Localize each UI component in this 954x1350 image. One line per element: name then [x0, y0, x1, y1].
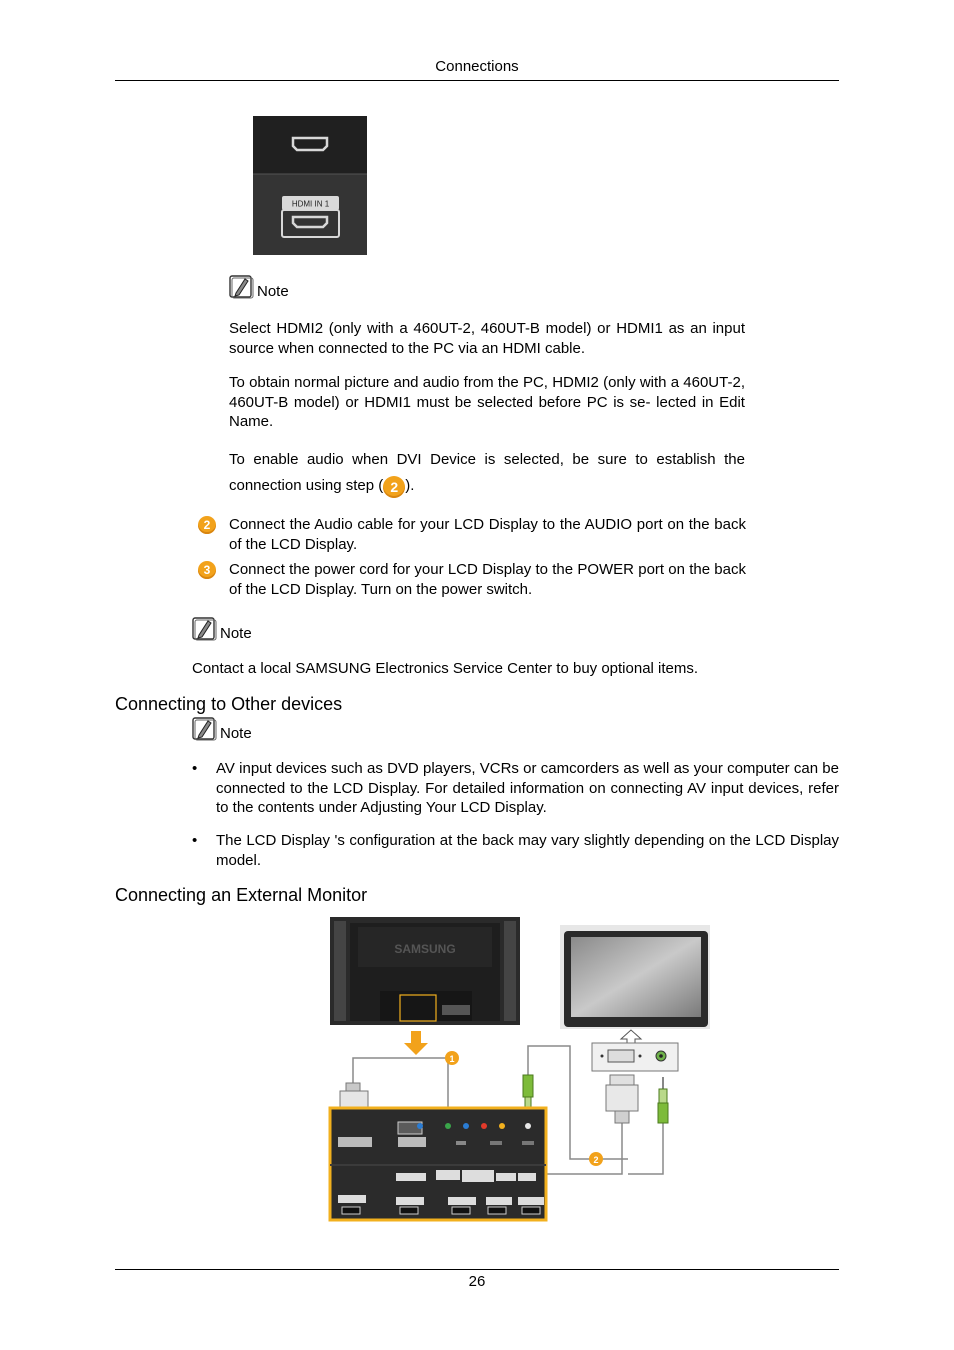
ui-term: HDMI2 — [276, 320, 324, 337]
paragraph-text: . — [269, 413, 274, 430]
note-label: Note — [257, 283, 289, 300]
note-block-2 — [192, 617, 252, 641]
list-item — [192, 831, 839, 870]
ui-term: PC — [586, 393, 608, 411]
note1-paragraph-2 — [229, 373, 745, 432]
lcd-connector-panel — [330, 1108, 546, 1220]
note1-p3-text-a: To enable audio when — [229, 451, 397, 468]
lcd-display-back — [330, 917, 520, 1025]
ui-term: HDMI1 — [364, 393, 411, 411]
section-heading-external-monitor: Connecting an External Monitor — [115, 885, 368, 905]
step-2-badge-icon: 2 — [198, 516, 216, 534]
header-rule — [115, 80, 839, 81]
callout-1-icon — [445, 1051, 459, 1065]
ui-term: Edit Name — [229, 393, 745, 430]
brand-logo: SAMSUNG — [394, 942, 456, 956]
step-2-text: Connect the Audio cable for your LCD Display to the AUDIO port on the back of the LCD Display. — [229, 516, 746, 553]
footer-rule — [115, 1269, 839, 1270]
monitor-audio-plug-icon — [658, 1077, 668, 1123]
note-block-1 — [229, 275, 289, 299]
monitor-dvi-plug-icon — [606, 1075, 638, 1123]
note-icon — [192, 717, 217, 741]
paragraph-text: To obtain normal picture and audio from the PC, — [229, 374, 553, 391]
step-3-text: Connect the power cord for your LCD Display to the POWER port on the back of the LCD Display. Turn on the power switch. — [229, 561, 746, 598]
ui-term: HDMI2 — [552, 374, 599, 391]
step-2-inline-icon: 2 — [383, 476, 405, 498]
note-label: Note — [220, 625, 252, 642]
callout-2-icon — [589, 1152, 603, 1166]
step-3-badge-icon: 3 — [198, 561, 216, 579]
bullet-icon: • — [192, 760, 198, 777]
note1-paragraph-3 — [229, 447, 745, 499]
arrow-down-icon — [404, 1031, 428, 1055]
note1-p3-dvi-device: DVI Device — [396, 451, 476, 468]
hdmi-port-photo — [253, 116, 367, 255]
page-number: 26 — [468, 1273, 486, 1290]
bullet-text: The LCD Display 's configuration at the back may vary slightly depending on the LCD Display model. — [216, 832, 839, 869]
paragraph-text: (only with a 460UT-2, 460UT-B model) or — [229, 374, 745, 411]
note-icon — [229, 275, 254, 299]
note1-p3-text-c: ). — [405, 477, 415, 494]
hdmi-port-illustration — [253, 116, 367, 255]
list-item — [192, 759, 839, 818]
paragraph-text: is se- lected in — [607, 393, 720, 411]
svg-text:2: 2 — [593, 1155, 599, 1165]
paragraph-text: Select — [229, 320, 277, 337]
step-item-2 — [198, 515, 746, 554]
paragraph-text: must be selected before — [410, 393, 587, 411]
external-monitor — [560, 925, 710, 1029]
ui-term: HDMI1 — [616, 320, 663, 337]
step-item-3 — [198, 560, 746, 599]
note-icon — [192, 617, 217, 641]
hdmi-port-label: HDMI IN 1 — [291, 199, 330, 209]
external-monitor-connection-diagram — [328, 915, 712, 1223]
bullet-text: AV input devices such as DVD players, VCRs or camcorders as well as your computer can be connected to the LCD Display. For detailed information on connecting AV input devices, refer to the contents under Adjusting Your LCD Display. — [216, 760, 839, 816]
note1-paragraph-1 — [229, 319, 745, 358]
note-label: Note — [220, 725, 252, 742]
page-header-title: Connections — [435, 58, 519, 75]
bullet-icon: • — [192, 832, 198, 849]
note1-p3-text-b: is selected, be sure to establish the connection using step ( — [229, 451, 745, 494]
svg-text:1: 1 — [449, 1054, 455, 1064]
monitor-input-panel — [592, 1043, 678, 1071]
paragraph-text: as an input source when connected to the PC via an HDMI cable. — [229, 320, 746, 357]
section-heading-other-devices: Connecting to Other devices — [115, 694, 343, 714]
note2-text: Contact a local SAMSUNG Electronics Service Center to buy optional items. — [192, 660, 699, 677]
note-block-3 — [192, 717, 252, 741]
paragraph-text: (only with a 460UT-2, 460UT-B model) or — [323, 320, 617, 337]
